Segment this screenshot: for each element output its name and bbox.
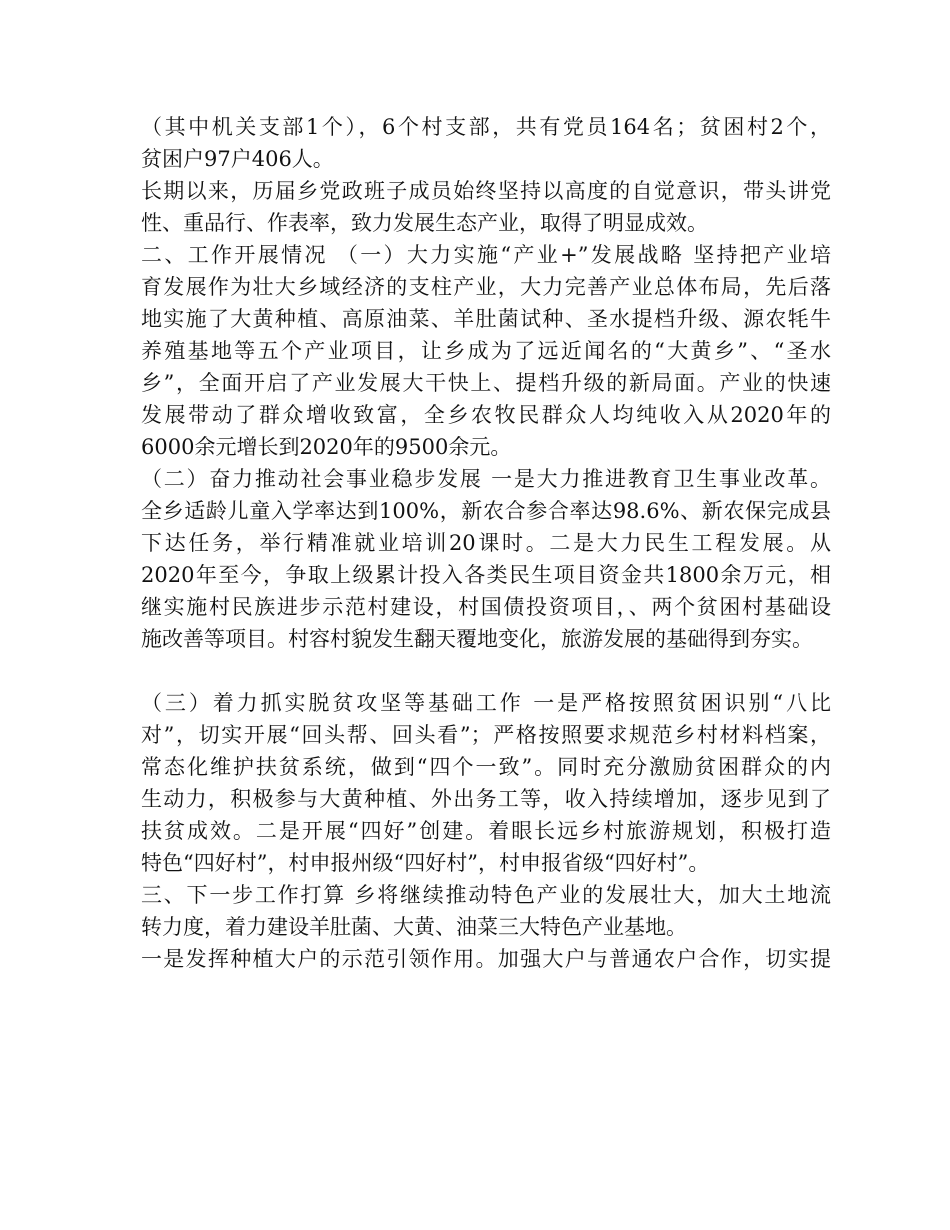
text-line: 育发展作为壮大乡域经济的支柱产业，大力完善产业总体布局，先后落 [141,275,831,299]
text-line: 2020年至今，争取上级累计投入各类民生项目资金共1800余万元，相 [141,563,831,587]
text-line: 二、工作开展情况 （一）大力实施“产业+”发展战略 坚持把产业培 [141,243,831,267]
text-line: 地实施了大黄种植、高原油菜、羊肚菌试种、圣水提档升级、源农牦牛 [141,307,831,331]
text-line: 贫困户97户406人。 [141,147,334,171]
text-line: 性、重品行、作表率，致力发展生态产业，取得了明显成效。 [141,211,708,235]
text-line: 6000余元增长到2020年的9500余元。 [141,435,512,459]
document-body [141,111,831,975]
text-line: （其中机关支部1个），6个村支部，共有党员164名；贫困村2个， [141,115,831,139]
paragraph-gap [141,655,831,687]
text-line: 对”，切实开展“回头帮、回头看”；严格按照要求规范乡村材料档案， [141,723,831,747]
text-line: 三、下一步工作打算 乡将继续推动特色产业的发展壮大，加大土地流 [141,883,831,907]
text-line: 全乡适龄儿童入学率达到100%，新农合参合率达98.6%、新农保完成县 [141,499,831,523]
text-line: 长期以来，历届乡党政班子成员始终坚持以高度的自觉意识，带头讲党 [141,179,831,203]
text-line: 施改善等项目。村容村貌发生翻天覆地变化，旅游发展的基础得到夯实。 [141,627,813,651]
text-line: 发展带动了群众增收致富，全乡农牧民群众人均纯收入从2020年的 [141,403,831,427]
text-line: 扶贫成效。二是开展“四好”创建。着眼长远乡村旅游规划，积极打造 [141,819,831,843]
text-line: （三）着力抓实脱贫攻坚等基础工作 一是严格按照贫困识别“八比 [141,691,831,715]
text-line: 常态化维护扶贫系统，做到“四个一致”。同时充分激励贫困群众的内 [141,755,831,779]
text-line: 生动力，积极参与大黄种植、外出务工等，收入持续增加，逐步见到了 [141,787,831,811]
text-line: 继实施村民族进步示范村建设，村国债投资项目，、两个贫困村基础设 [141,595,831,619]
text-line: 转力度，着力建设羊肚菌、大黄、油菜三大特色产业基地。 [141,915,687,939]
text-line: 下达任务，举行精准就业培训20课时。二是大力民生工程发展。从 [141,531,831,555]
text-line: （二）奋力推动社会事业稳步发展 一是大力推进教育卫生事业改革。 [141,467,831,491]
text-line: 一是发挥种植大户的示范引领作用。加强大户与普通农户合作，切实提 [141,947,831,971]
text-line: 特色“四好村”，村申报州级“四好村”，村申报省级“四好村”。 [141,851,710,875]
text-line: 乡”，全面开启了产业发展大干快上、提档升级的新局面。产业的快速 [141,371,831,395]
text-line: 养殖基地等五个产业项目，让乡成为了远近闻名的“大黄乡”、“圣水 [141,339,831,363]
